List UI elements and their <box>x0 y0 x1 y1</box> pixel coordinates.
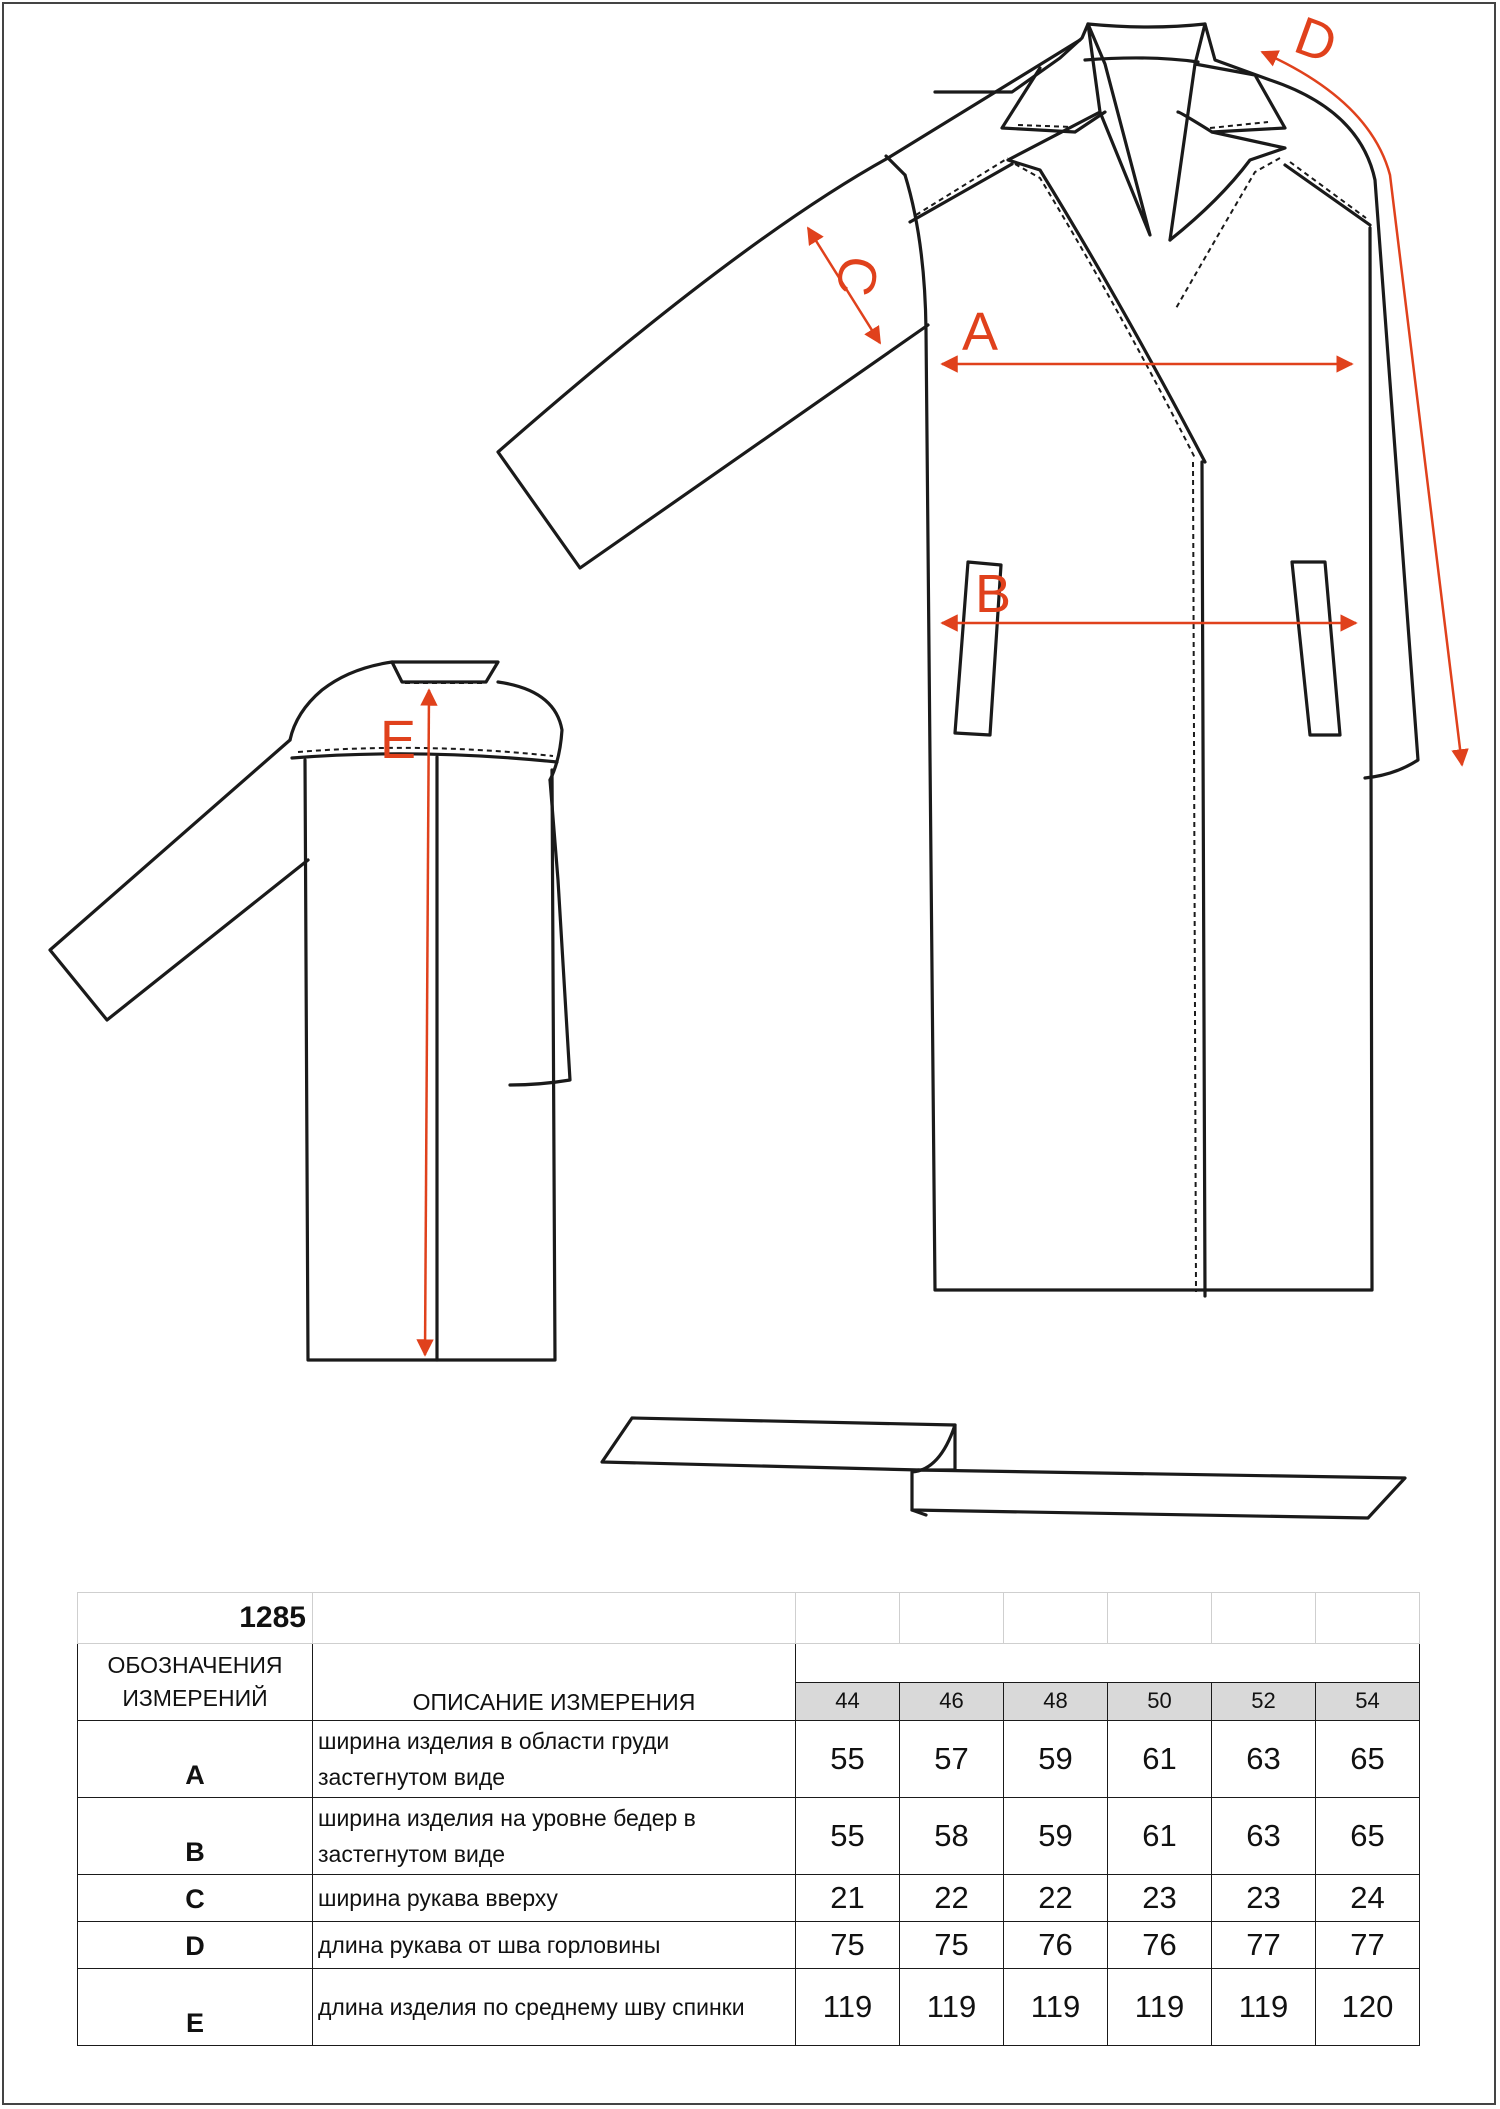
size-header: 46 <box>900 1682 1004 1721</box>
measure-value: 119 <box>796 1969 900 2046</box>
measure-value: 119 <box>1004 1969 1108 2046</box>
measure-value: 119 <box>1212 1969 1316 2046</box>
measure-value: 119 <box>1108 1969 1212 2046</box>
size-chart-table <box>77 1592 1420 2046</box>
measure-label-d: D <box>1287 5 1345 76</box>
table-row <box>78 1922 1420 1969</box>
measure-value: 77 <box>1316 1922 1420 1969</box>
measure-value: 55 <box>796 1798 900 1875</box>
measure-value: 76 <box>1004 1922 1108 1969</box>
measure-code: B <box>78 1798 313 1875</box>
measure-value: 120 <box>1316 1969 1420 2046</box>
measure-value: 57 <box>900 1721 1004 1798</box>
size-header: 52 <box>1212 1682 1316 1721</box>
measure-value: 22 <box>900 1875 1004 1922</box>
empty-cell <box>313 1593 796 1644</box>
size-header: 50 <box>1108 1682 1212 1721</box>
measure-value: 61 <box>1108 1798 1212 1875</box>
measure-value: 59 <box>1004 1798 1108 1875</box>
table-row <box>78 1798 1420 1875</box>
measure-value: 23 <box>1212 1875 1316 1922</box>
sizes-group-header <box>796 1644 1420 1683</box>
size-header: 54 <box>1316 1682 1420 1721</box>
measure-value: 77 <box>1212 1922 1316 1969</box>
measure-value: 58 <box>900 1798 1004 1875</box>
size-header: 44 <box>796 1682 900 1721</box>
model-number: 1285 <box>78 1593 313 1644</box>
measure-value: 76 <box>1108 1922 1212 1969</box>
measure-description: ширина изделия на уровне бедер в застегнутом виде <box>313 1798 796 1875</box>
belt-sketch <box>602 1418 1405 1518</box>
measure-value: 119 <box>900 1969 1004 2046</box>
measure-value: 23 <box>1108 1875 1212 1922</box>
header-row <box>78 1644 1420 1683</box>
measure-code: D <box>78 1922 313 1969</box>
measure-description: ширина изделия в области груди застегнутом виде <box>313 1721 796 1798</box>
measure-value: 65 <box>1316 1798 1420 1875</box>
measurement-markers <box>380 5 1462 1355</box>
size-header: 48 <box>1004 1682 1108 1721</box>
model-row <box>78 1593 1420 1644</box>
measure-value: 75 <box>796 1922 900 1969</box>
measure-label-a: A <box>962 302 999 362</box>
coat-back-sketch <box>50 662 570 1360</box>
measure-code: E <box>78 1969 313 2046</box>
table-row <box>78 1969 1420 2046</box>
measure-value: 75 <box>900 1922 1004 1969</box>
measure-value: 21 <box>796 1875 900 1922</box>
measure-description: ширина рукава вверху <box>313 1875 796 1922</box>
code-column-header: ОБОЗНАЧЕНИЯ ИЗМЕРЕНИЙ <box>78 1644 313 1721</box>
table-row <box>78 1875 1420 1922</box>
measure-value: 61 <box>1108 1721 1212 1798</box>
measure-value: 63 <box>1212 1798 1316 1875</box>
description-column-header: ОПИСАНИЕ ИЗМЕРЕНИЯ <box>313 1644 796 1721</box>
measure-description: длина изделия по среднему шву спинки <box>313 1969 796 2046</box>
measure-label-b: B <box>975 564 1012 624</box>
table-row <box>78 1721 1420 1798</box>
measure-code: A <box>78 1721 313 1798</box>
measure-code: C <box>78 1875 313 1922</box>
measure-value: 63 <box>1212 1721 1316 1798</box>
measure-description: длина рукава от шва горловины <box>313 1922 796 1969</box>
measure-value: 22 <box>1004 1875 1108 1922</box>
measure-value: 24 <box>1316 1875 1420 1922</box>
measure-label-c: C <box>823 251 890 301</box>
measure-label-e: E <box>380 710 417 770</box>
coat-front-sketch <box>498 24 1418 1296</box>
measure-value: 55 <box>796 1721 900 1798</box>
measure-value: 59 <box>1004 1721 1108 1798</box>
measure-value: 65 <box>1316 1721 1420 1798</box>
